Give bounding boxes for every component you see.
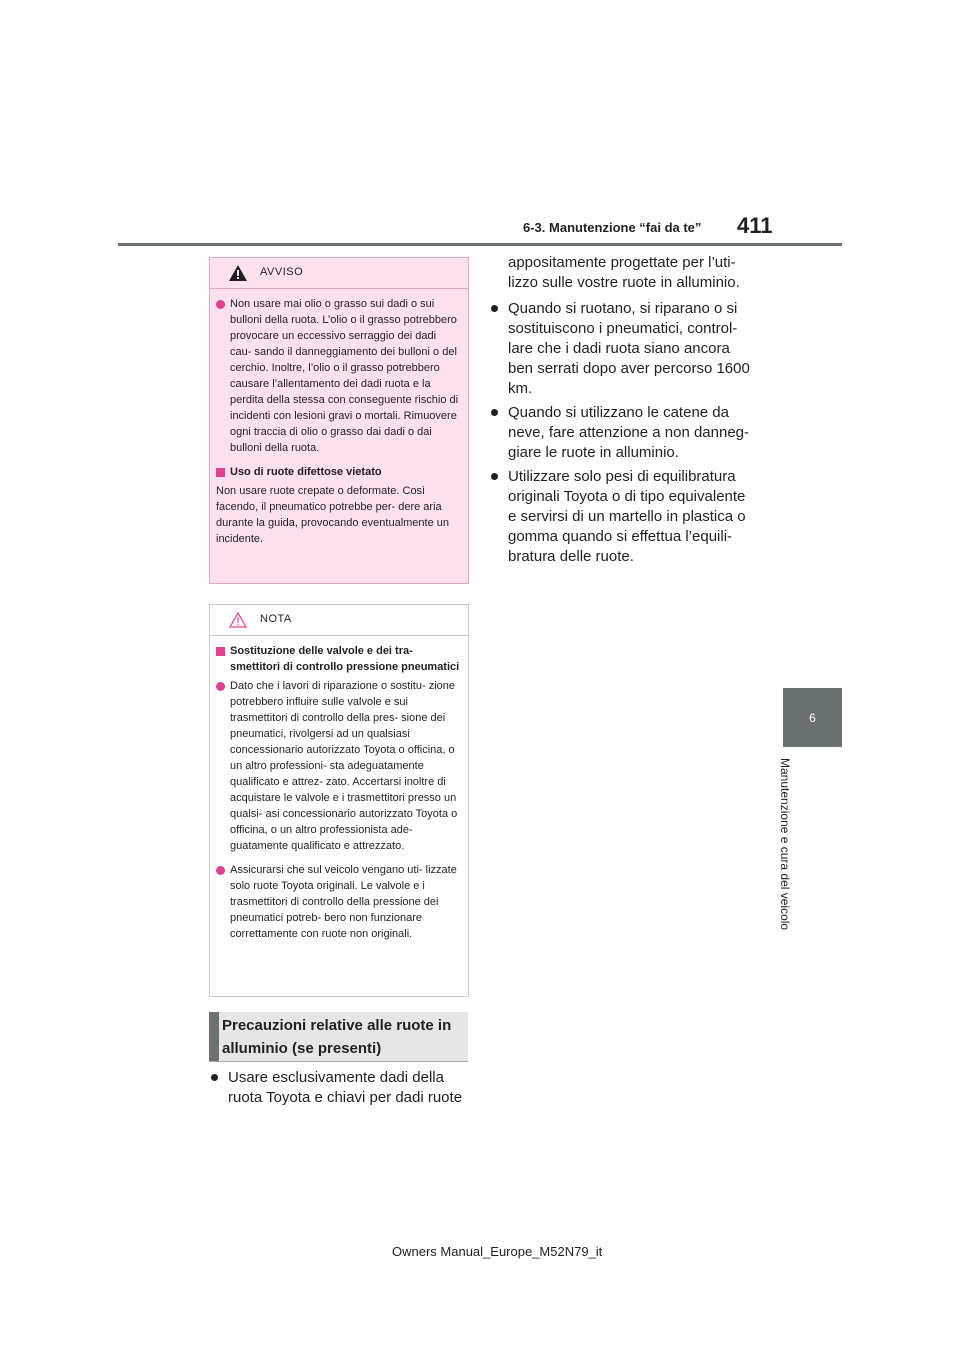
caution-triangle-icon	[229, 612, 247, 628]
heading-text: Precauzioni relative alle ruote in alluminio (se presenti)	[222, 1017, 452, 1057]
chapter-tab	[783, 688, 842, 747]
left-bullet-list	[210, 1068, 470, 1112]
note-bullet: Dato che i lavori di riparazione o sostitu- zione potrebbero influire sulle valvole e sui trasmettitori di controllo della pres- sione dei pneumatici, rivolgersi ad un qualsiasi concessionario autorizzato Toyota o officina, o un altro professioni- sta adeguatamente qualificato e attrez- zato. Accertarsi inoltre di acquistare le valvole e i trasmettitori presso un qualsi- asi concessionario autorizzato Toyota o officina, o un altro professionista ade- guatamente qualificato e attrezzato.	[216, 678, 460, 854]
warning-bullet: Non usare mai olio o grasso sui dadi o sui bulloni della ruota. L’olio o il grasso potrebbero provocare un eccessivo serraggio dei dadi cau- sando il danneggiamento dei bulloni o del cerchio. Inoltre, l’olio o il grasso potrebbero causare l’allentamento dei dadi ruota e la perdita della stessa con conseguente rischio di incidenti con lesioni gravi o mortali. Rimuovere ogni traccia di olio o grasso dai dadi o dai bulloni della ruota.	[216, 296, 460, 456]
note-title: NOTA	[260, 613, 292, 625]
warning-header	[210, 258, 468, 289]
right-bullet-list	[490, 253, 750, 571]
footer-text: Owners Manual_Europe_M52N79_it	[392, 1244, 603, 1259]
warning-subhead: Uso di ruote difettose vietato	[216, 464, 460, 480]
chapter-number: 6	[809, 710, 816, 725]
note-subhead: Sostituzione delle valvole e dei tra- smettitori di controllo pressione pneumatici	[216, 643, 460, 675]
warning-paragraph: Non usare ruote crepate o deformate. Così facendo, il pneumatico potrebbe per- dere aria durante la guida, provocando eventualmente un incidente.	[216, 485, 450, 545]
heading-bar	[209, 1012, 219, 1061]
list-item: Usare esclusivamente dadi della ruota Toyota e chiavi per dadi ruote	[210, 1068, 470, 1108]
note-bullet: Assicurarsi che sul veicolo vengano uti- lizzate solo ruote Toyota originali. Le valvole e i trasmettitori di controllo della pressione dei pneumatici potreb- bero non funzionare correttamente con ruote non originali.	[216, 862, 460, 942]
page-number: 411	[737, 213, 773, 238]
list-item: Quando si utilizzano le catene da neve, fare attenzione a non danneg- giare le ruote in alluminio.	[490, 403, 750, 463]
warning-box	[209, 257, 469, 584]
list-item: Quando si ruotano, si riparano o si sostituiscono i pneumatici, control- lare che i dadi ruota siano ancora ben serrati dopo aver percorso 1600 km.	[490, 299, 750, 399]
note-box	[209, 604, 469, 997]
chapter-label: Manutenzione e cura del veicolo	[778, 758, 792, 931]
chapter-label-wrap	[778, 758, 808, 954]
section-heading	[209, 1012, 468, 1062]
section-title: 6-3. Manutenzione “fai da te”	[523, 220, 702, 235]
note-header	[210, 605, 468, 636]
header-rule	[118, 243, 842, 246]
warning-title: AVVISO	[260, 266, 304, 278]
list-item: Utilizzare solo pesi di equilibratura originali Toyota o di tipo equivalente e servirsi di un martello in plastica o gomma quando si effettua l’equili- bratura delle ruote.	[490, 467, 750, 567]
list-item-continuation: appositamente progettate per l’uti- lizzo sulle vostre ruote in alluminio.	[508, 254, 740, 291]
warning-triangle-icon	[229, 265, 247, 281]
